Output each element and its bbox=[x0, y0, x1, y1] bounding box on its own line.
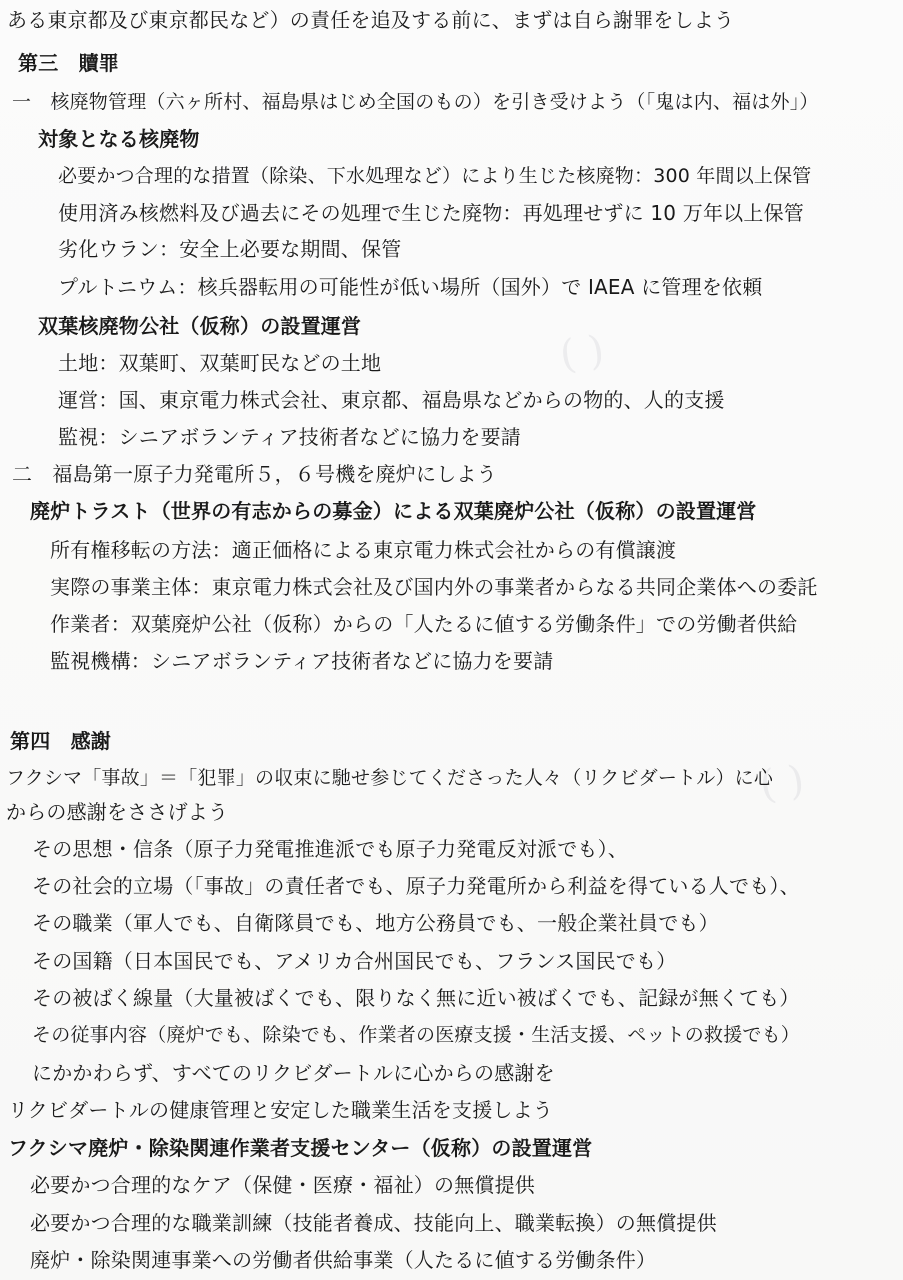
list-item: その従事内容（廃炉でも、除染でも、作業者の医療支援・生活支援、ペットの救援でも） bbox=[32, 1024, 801, 1046]
list-item: にかかわらず、すべてのリクビダートルに心からの感謝を bbox=[32, 1061, 555, 1085]
subheading-decommission-trust: 廃炉トラスト（世界の有志からの募金）による双葉廃炉公社（仮称）の設置運営 bbox=[30, 499, 757, 523]
text-line-intro: ある東京都及び東京都民など）の責任を追及する前に、まずは自ら謝罪をしよう bbox=[7, 8, 735, 32]
list-item: 廃炉・除染関連事業への労働者供給事業（人たるに値する労働条件） bbox=[30, 1248, 657, 1272]
subheading-waste-corporation: 双葉核廃物公社（仮称）の設置運営 bbox=[38, 314, 362, 338]
subheading-target-waste: 対象となる核廃物 bbox=[38, 127, 200, 151]
list-item: 必要かつ合理的な職業訓練（技能者養成、技能向上、職業転換）の無償提供 bbox=[30, 1211, 717, 1235]
list-item: その職業（軍人でも、自衛隊員でも、地方公務員でも、一般企業社員でも） bbox=[32, 911, 719, 935]
list-item: 必要かつ合理的なケア（保健・医療・福祉）の無償提供 bbox=[30, 1173, 535, 1197]
list-item: 作業者：双葉廃炉公社（仮称）からの「人たるに値する労働条件」での労働者供給 bbox=[50, 612, 798, 636]
list-item: 土地：双葉町、双葉町民などの土地 bbox=[58, 351, 382, 375]
list-item: 必要かつ合理的な措置（除染、下水処理など）により生じた核廃物：300 年間以上保管 bbox=[58, 165, 812, 187]
item-heading-1: 一 核廃物管理（六ヶ所村、福島県はじめ全国のもの）を引き受けよう（「鬼は内、福は外」） bbox=[12, 91, 819, 113]
paragraph-line: リクビダートルの健康管理と安定した職業生活を支援しよう bbox=[8, 1098, 553, 1122]
section-heading-3: 第三 贖罪 bbox=[18, 51, 119, 75]
list-item: プルトニウム：核兵器転用の可能性が低い場所（国外）で IAEA に管理を依頼 bbox=[58, 275, 763, 299]
list-item: 監視機構：シニアボランティア技術者などに協力を要請 bbox=[50, 649, 554, 673]
list-item: その社会的立場（「事故」の責任者でも、原子力発電所から利益を得ている人でも）、 bbox=[32, 874, 800, 898]
item-heading-2: 二 福島第一原子力発電所５，６号機を廃炉にしよう bbox=[12, 462, 497, 486]
subheading-support-center: フクシマ廃炉・除染関連作業者支援センター（仮称）の設置運営 bbox=[8, 1136, 593, 1160]
list-item: その国籍（日本国民でも、アメリカ合州国民でも、フランス国民でも） bbox=[32, 949, 677, 973]
list-item: 実際の事業主体：東京電力株式会社及び国内外の事業者からなる共同企業体への委託 bbox=[50, 575, 818, 599]
list-item: 使用済み核燃料及び過去にその処理で生じた廃物：再処理せずに 10 万年以上保管 bbox=[58, 201, 804, 225]
list-item: 監視：シニアボランティア技術者などに協力を要請 bbox=[58, 425, 521, 449]
list-item: その被ばく線量（大量被ばくでも、限りなく無に近い被ばくでも、記録が無くても） bbox=[32, 986, 800, 1010]
list-item: 所有権移転の方法：適正価格による東京電力株式会社からの有償譲渡 bbox=[50, 538, 677, 562]
list-item: その思想・信条（原子力発電推進派でも原子力発電反対派でも）、 bbox=[32, 837, 628, 861]
bleed-through-mark: ( ) bbox=[757, 757, 807, 809]
paragraph-line: フクシマ「事故」＝「犯罪」の収束に馳せ参じてくださった人々（リクビダートル）に心 bbox=[6, 767, 774, 789]
paragraph-line: からの感謝をささげよう bbox=[6, 800, 229, 824]
section-heading-4: 第四 感謝 bbox=[10, 729, 111, 753]
list-item: 運営：国、東京電力株式会社、東京都、福島県などからの物的、人的支援 bbox=[58, 388, 725, 412]
bleed-through-mark: ( ) bbox=[557, 327, 607, 379]
list-item: 劣化ウラン：安全上必要な期間、保管 bbox=[58, 237, 402, 261]
